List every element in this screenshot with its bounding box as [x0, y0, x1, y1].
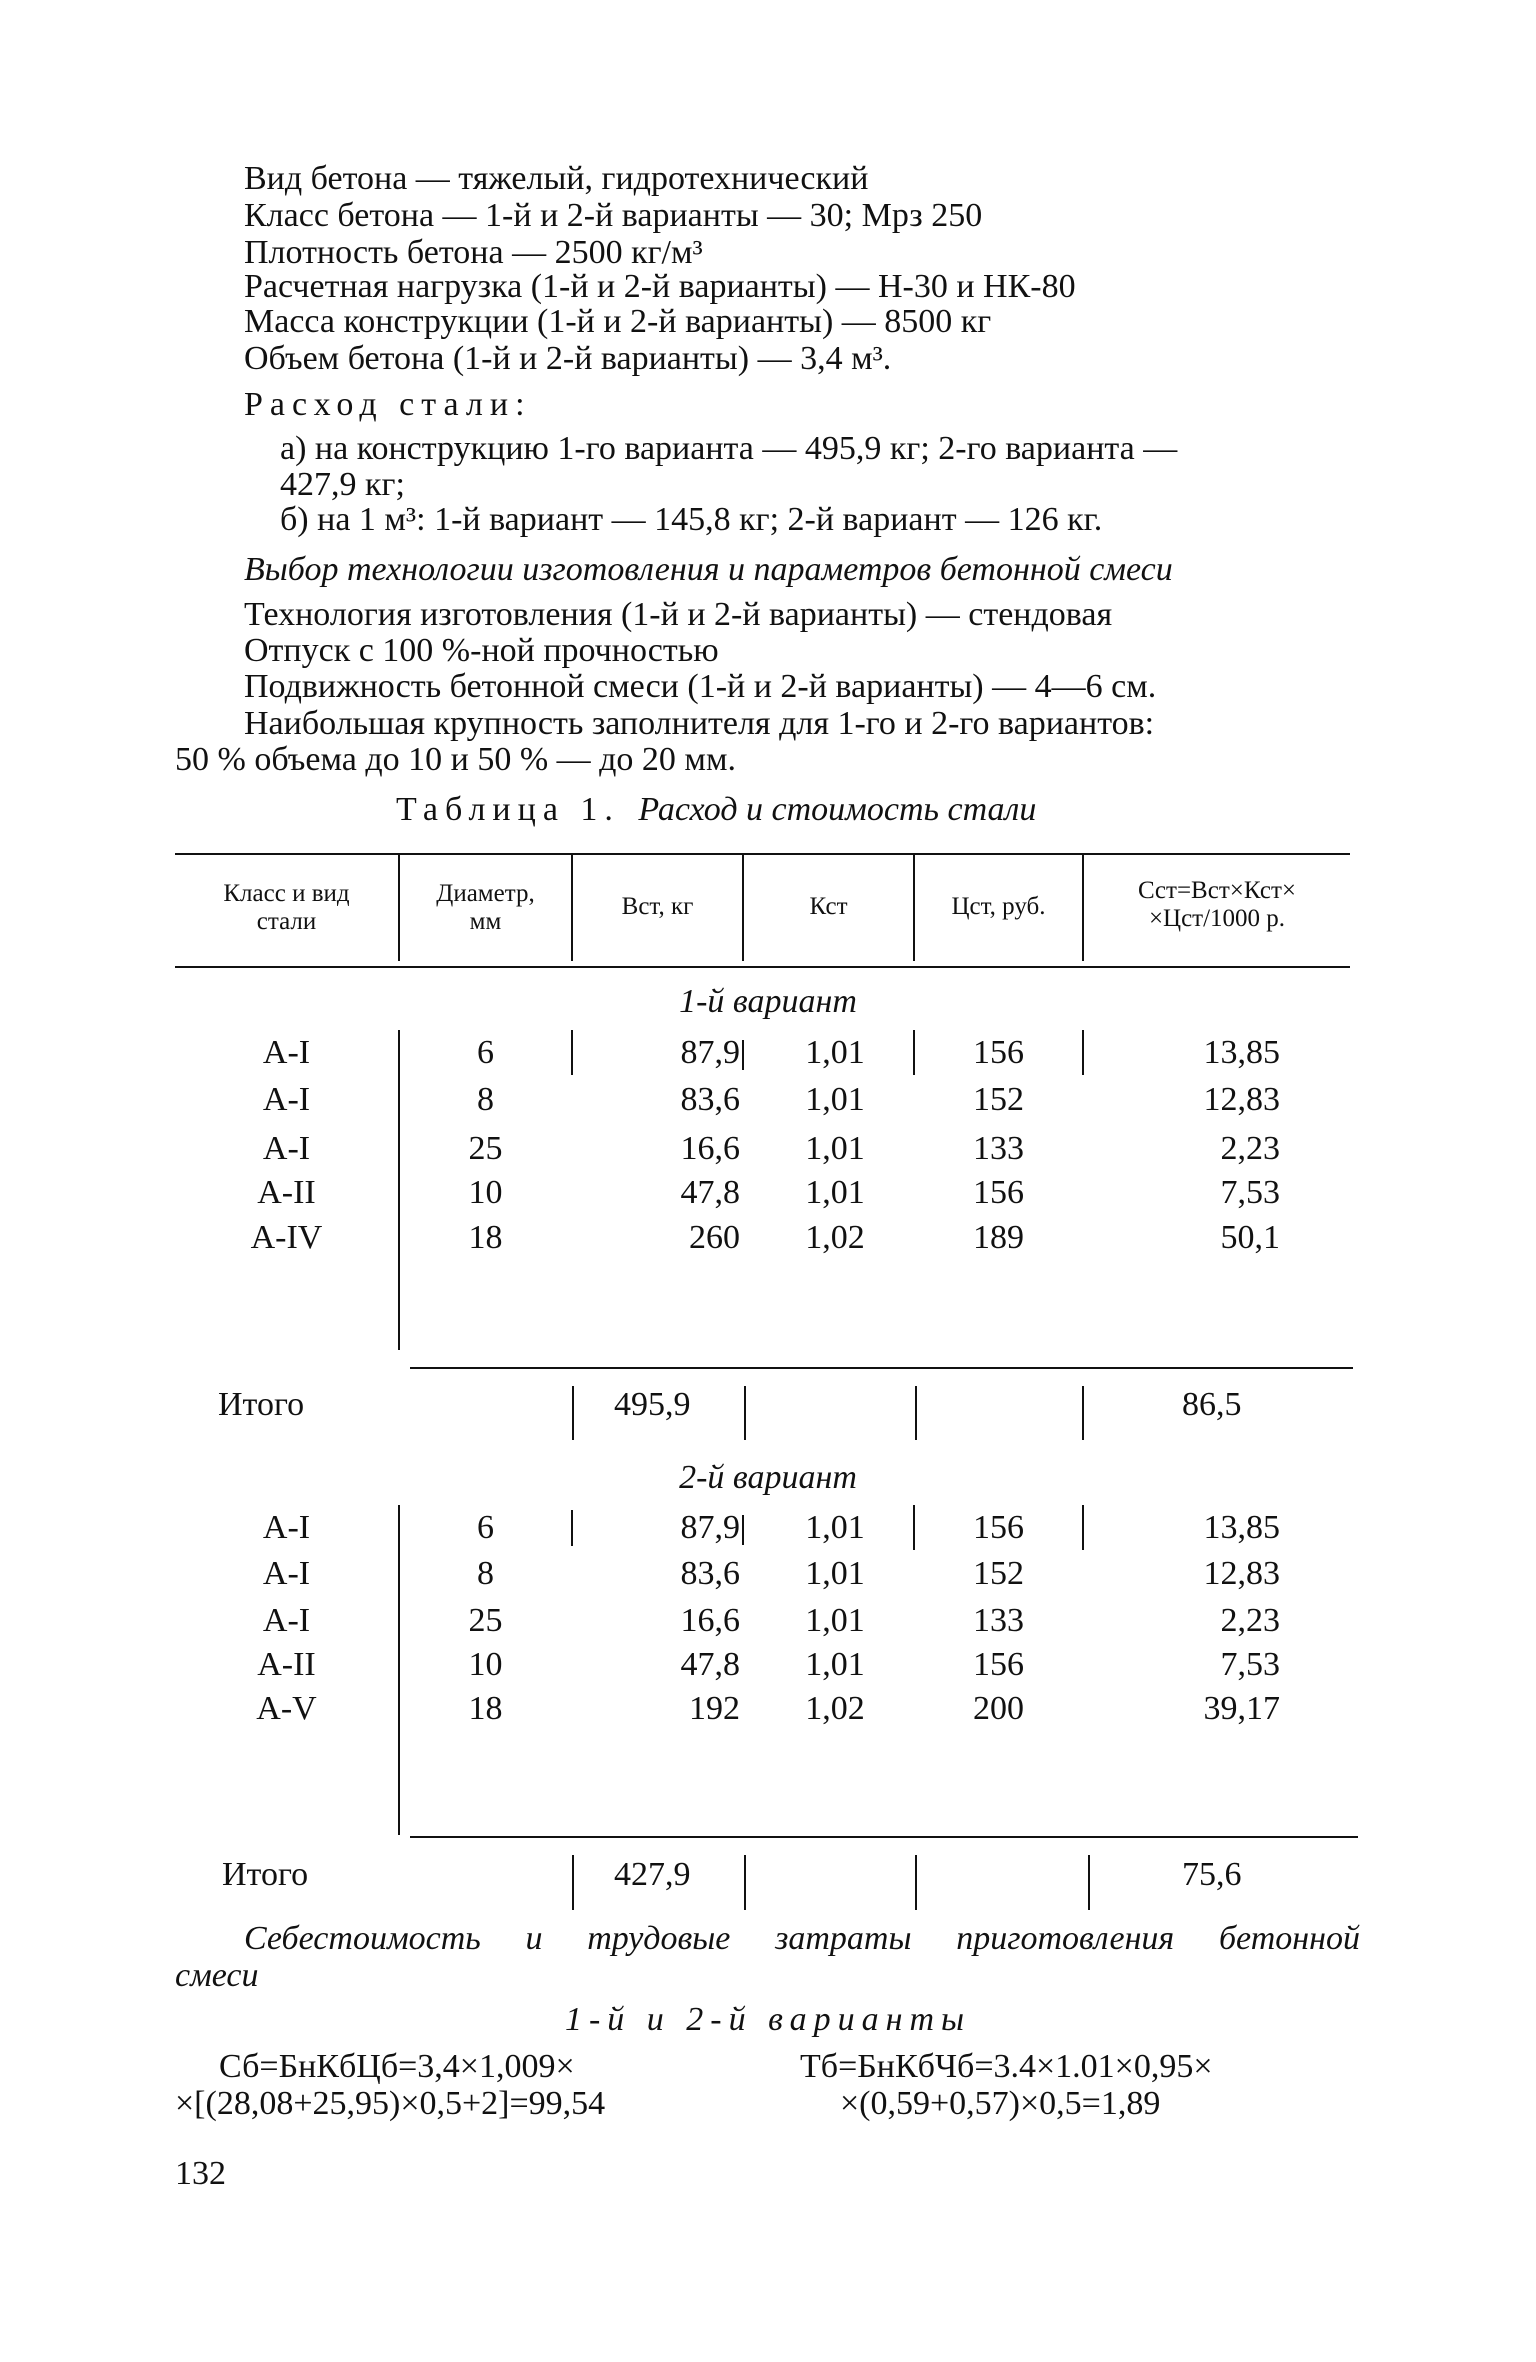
- table-cell: 200: [973, 1690, 1024, 1727]
- table-cell: 47,8: [680, 1646, 740, 1683]
- table-caption-prefix: Таблица 1.: [396, 791, 620, 828]
- table-cell: A-I: [262, 1034, 311, 1071]
- param-line: Вид бетона — тяжелый, гидротехнический: [244, 160, 869, 197]
- table-cell: 1,01: [805, 1509, 865, 1546]
- table-cell: 47,8: [680, 1174, 740, 1211]
- table-cell: 18: [468, 1690, 503, 1727]
- tech-line: Технология изготовления (1-й и 2-й варианты) — стендовая: [244, 596, 1113, 633]
- formula-labor-line1: Тб=БнКбЧб=3.4×1.01×0,95×: [800, 2048, 1213, 2085]
- table-cell: 1,01: [805, 1174, 865, 1211]
- table-cell: 39,17: [1203, 1690, 1280, 1727]
- column-divider: [744, 1855, 746, 1910]
- column-divider: [915, 1855, 917, 1910]
- tech-line: Подвижность бетонной смеси (1-й и 2-й варианты) — 4—6 см.: [244, 668, 1157, 705]
- variant-1-total-rule: [410, 1367, 1353, 1369]
- table-cell: 25: [468, 1602, 503, 1639]
- table-cell: A-I: [262, 1602, 311, 1639]
- table-cell: 1,01: [805, 1555, 865, 1592]
- variant-1-label: 1-й вариант: [679, 983, 857, 1020]
- formula-labor-line2: ×(0,59+0,57)×0,5=1,89: [840, 2085, 1161, 2122]
- table-cell: 133: [973, 1130, 1024, 1167]
- table-cell: 83,6: [680, 1081, 740, 1118]
- table-cell: 189: [973, 1219, 1024, 1256]
- param-line: Объем бетона (1-й и 2-й варианты) — 3,4 м³.: [244, 340, 892, 377]
- tech-heading: Выбор технологии изготовления и параметров бетонной смеси: [244, 551, 1173, 588]
- column-divider: [1082, 1030, 1084, 1075]
- table-cell: 1,01: [805, 1602, 865, 1639]
- table-cell: 8: [477, 1081, 494, 1118]
- table-cell: 12,83: [1203, 1081, 1280, 1118]
- table-cell: 2,23: [1220, 1602, 1280, 1639]
- variant-2-total-mass: 427,9: [614, 1856, 691, 1893]
- table-cell: 10: [468, 1646, 503, 1683]
- table-cell: 156: [973, 1174, 1024, 1211]
- table-cell: 6: [477, 1509, 494, 1546]
- table-cell: 260: [689, 1219, 740, 1256]
- steel-item-a: а) на конструкцию 1-го варианта — 495,9 кг; 2-го варианта —: [280, 430, 1178, 467]
- table-cell: 87,9: [680, 1509, 740, 1546]
- table-cell: 1,02: [805, 1219, 865, 1256]
- table-cell: 156: [973, 1509, 1024, 1546]
- variant-2-total-rule: [410, 1836, 1358, 1838]
- cost-heading: Себестоимость и трудовые затраты приготовления бетонной: [244, 1920, 1360, 1957]
- table-cell: 1,02: [805, 1690, 865, 1727]
- variant-1-total-cost: 86,5: [1182, 1386, 1242, 1423]
- header-diameter-line2: мм: [469, 908, 502, 935]
- variant-1-total-mass: 495,9: [614, 1386, 691, 1423]
- table-cell: A-I: [262, 1509, 311, 1546]
- table-cell: 16,6: [680, 1602, 740, 1639]
- table-cell: A-II: [257, 1174, 316, 1211]
- tech-line: 50 % объема до 10 и 50 % — до 20 мм.: [175, 741, 736, 778]
- table-caption-title: Расход и стоимость стали: [638, 791, 1037, 828]
- formula-cost-line2: ×[(28,08+25,95)×0,5+2]=99,54: [175, 2085, 606, 2122]
- table-cell: 2,23: [1220, 1130, 1280, 1167]
- table-cell: A-I: [262, 1081, 311, 1118]
- table-cell: 18: [468, 1219, 503, 1256]
- table-cell: 16,6: [680, 1130, 740, 1167]
- table-cell: 13,85: [1203, 1509, 1280, 1546]
- table-cell: 7,53: [1220, 1174, 1280, 1211]
- column-divider: [742, 1040, 744, 1070]
- formula-cost-line1: Сб=БнКбЦб=3,4×1,009×: [219, 2048, 575, 2085]
- header-class-line1: Класс и вид: [223, 880, 350, 907]
- table-cell: 156: [973, 1646, 1024, 1683]
- column-divider: [915, 1386, 917, 1440]
- table-cell: A-IV: [250, 1219, 323, 1256]
- table-cell: 152: [973, 1555, 1024, 1592]
- header-class: [175, 880, 398, 936]
- variant-2-total-cost: 75,6: [1182, 1856, 1242, 1893]
- variants-label: 1-й и 2-й варианты: [564, 2001, 972, 2038]
- param-line: Класс бетона — 1-й и 2-й варианты — 30; Мрз 250: [244, 197, 983, 234]
- tech-line: Наибольшая крупность заполнителя для 1-го и 2-го вариантов:: [244, 705, 1155, 742]
- column-divider: [1082, 1505, 1084, 1550]
- param-line: Масса конструкции (1-й и 2-й варианты) — 8500 кг: [244, 303, 992, 340]
- table-cell: 1,01: [805, 1646, 865, 1683]
- variant-1-total-label: Итого: [218, 1386, 305, 1423]
- table-header-rule: [175, 966, 1350, 968]
- header-diameter-line1: Диаметр,: [436, 880, 535, 907]
- table-cell: 87,9: [680, 1034, 740, 1071]
- header-cost-line2: ×Цст/1000 р.: [1148, 905, 1286, 932]
- column-divider: [572, 1386, 574, 1440]
- table-cell: 1,01: [805, 1130, 865, 1167]
- table-cell: A-I: [262, 1130, 311, 1167]
- tech-line: Отпуск с 100 %-ной прочностью: [244, 632, 719, 669]
- header-coefficient: Кст: [809, 893, 848, 920]
- column-divider: [742, 1515, 744, 1545]
- table-caption: [396, 791, 1036, 829]
- column-divider: [571, 1030, 573, 1075]
- table-cell: A-V: [256, 1690, 317, 1727]
- table-cell: A-II: [257, 1646, 316, 1683]
- page-number: 132: [175, 2155, 226, 2192]
- column-divider: [571, 1510, 573, 1546]
- header-mass: Вст, кг: [621, 893, 694, 920]
- cost-heading-cont: смеси: [175, 1957, 259, 1994]
- header-price: Цст, руб.: [951, 893, 1046, 920]
- table-cell: 1,01: [805, 1034, 865, 1071]
- table-cell: 133: [973, 1602, 1024, 1639]
- table-cell: 50,1: [1220, 1219, 1280, 1256]
- table-cell: A-I: [262, 1555, 311, 1592]
- table-cell: 1,01: [805, 1081, 865, 1118]
- column-divider: [572, 1855, 574, 1910]
- table-cell: 152: [973, 1081, 1024, 1118]
- table-cell: 7,53: [1220, 1646, 1280, 1683]
- variant-2-label: 2-й вариант: [679, 1459, 857, 1496]
- table-cell: 10: [468, 1174, 503, 1211]
- table-cell: 12,83: [1203, 1555, 1280, 1592]
- param-line: Плотность бетона — 2500 кг/м³: [244, 234, 703, 271]
- table-top-rule: [175, 853, 1350, 855]
- steel-heading: Расход стали:: [244, 386, 532, 423]
- table-cell: 6: [477, 1034, 494, 1071]
- table-cell: 13,85: [1203, 1034, 1280, 1071]
- column-divider: [1088, 1855, 1090, 1910]
- table-cell: 8: [477, 1555, 494, 1592]
- header-cost: [1084, 877, 1350, 933]
- param-line: Расчетная нагрузка (1-й и 2-й варианты) — Н-30 и НК-80: [244, 268, 1076, 305]
- column-divider: [1082, 1386, 1084, 1440]
- table-cell: 192: [689, 1690, 740, 1727]
- header-cost-line1: Сст=Вст×Кст×: [1137, 877, 1297, 904]
- column-divider: [744, 1386, 746, 1440]
- table-cell: 83,6: [680, 1555, 740, 1592]
- table-cell: 25: [468, 1130, 503, 1167]
- steel-item-b: б) на 1 м³: 1-й вариант — 145,8 кг; 2-й вариант — 126 кг.: [280, 501, 1103, 538]
- header-class-line2: стали: [256, 908, 317, 935]
- table-cell: 156: [973, 1034, 1024, 1071]
- header-diameter: [400, 880, 571, 936]
- variant-2-total-label: Итого: [222, 1856, 309, 1893]
- steel-item-a-cont: 427,9 кг;: [280, 466, 405, 503]
